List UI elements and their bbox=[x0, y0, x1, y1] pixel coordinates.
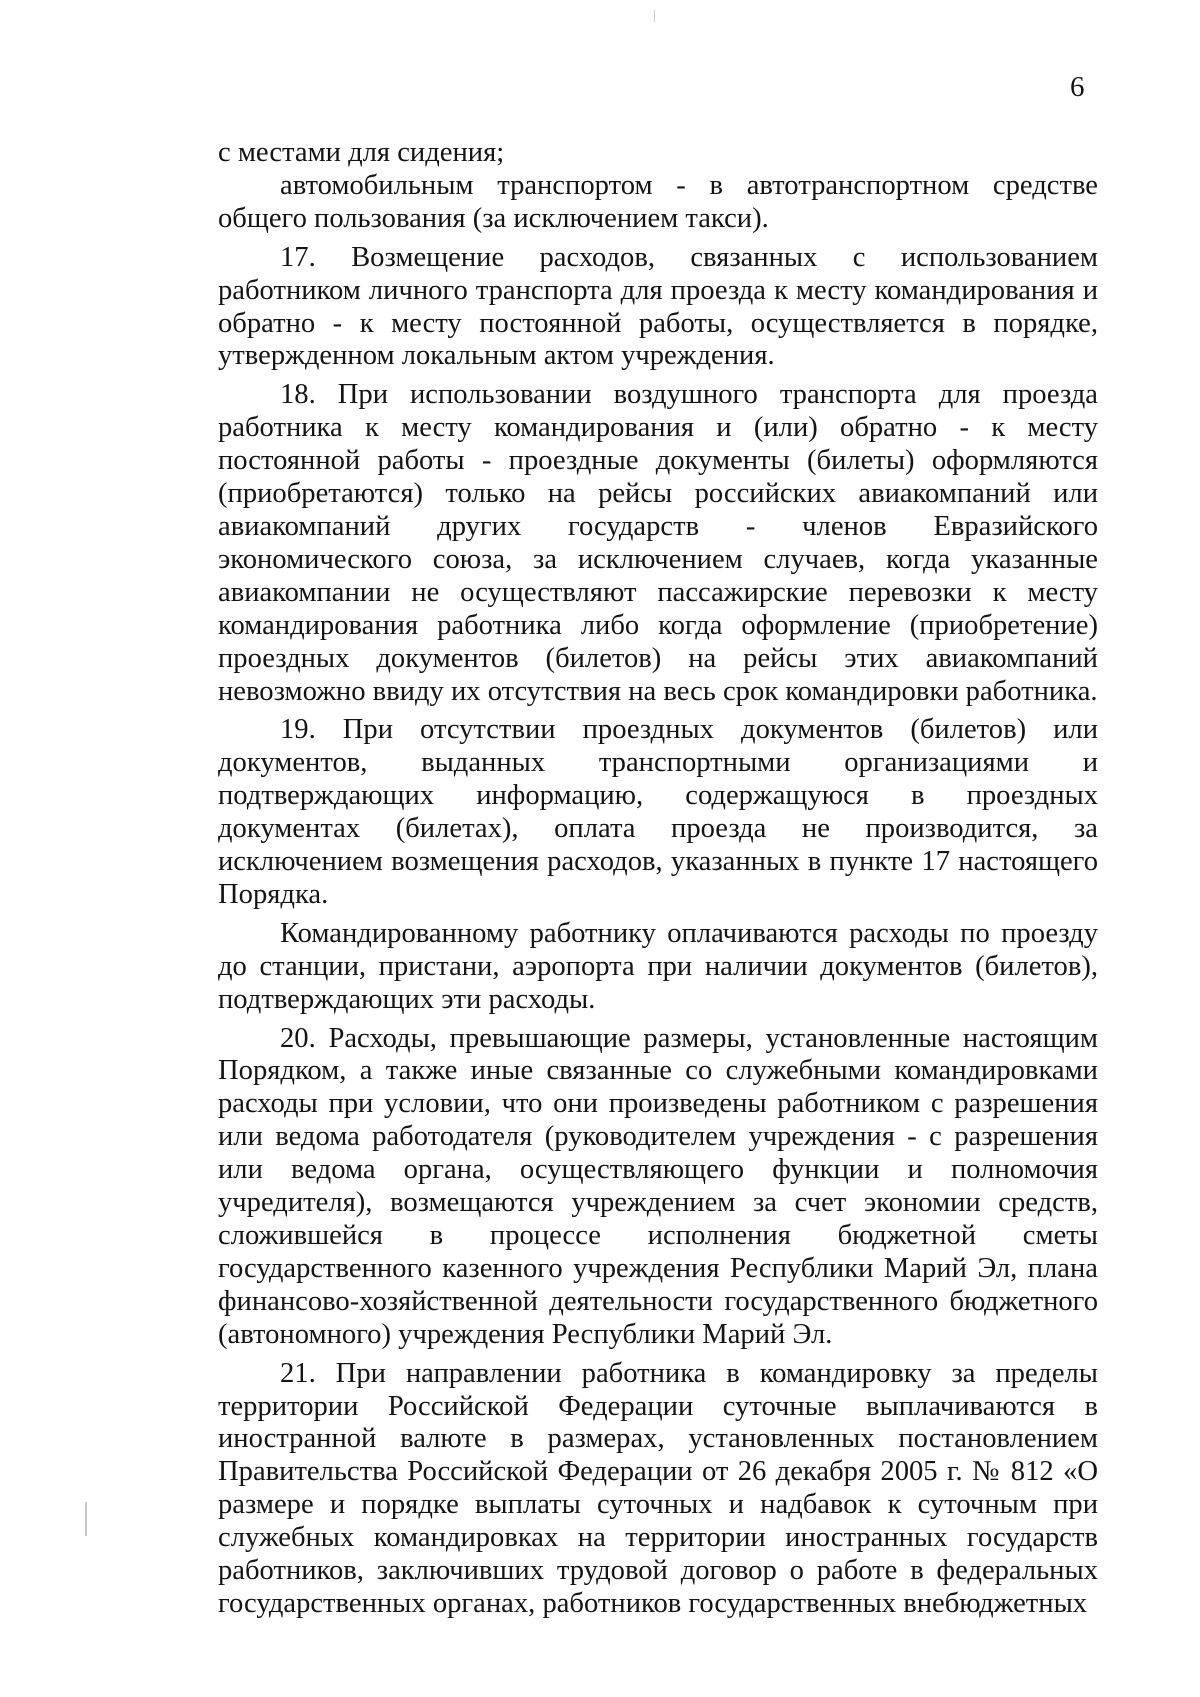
paragraph-seating-continuation: с местами для сидения; bbox=[218, 137, 505, 168]
paragraph-item-19: 19. При отсутствии проездных документов (билетов) или документов, выданных транспортными организациями и подтверждающих информацию, содержащуюся в проездных документах (билетах), оплата проезда не производится, за исключением возмещения расходов, указанных в пункте 17 настоящего Порядка. bbox=[218, 714, 1098, 910]
scan-mark bbox=[654, 10, 655, 22]
paragraph-item-20: 20. Расходы, превышающие размеры, установленные настоящим Порядком, а также иные связанные со служебными командировками расходы при условии, что они произведены работником с разрешения или ведома работодателя (руководителем учреждения - с разрешения или ведома органа, осуществляющего функции и полномочия учредителя), возмещаются учреждением за счет экономии средств, сложившейся в процессе исполнения бюджетной сметы государственного казенного учреждения Республики Марий Эл, плана финансово-хозяйственной деятельности государственного бюджетного (автономного) учреждения Республики Марий Эл. bbox=[218, 1022, 1098, 1350]
paragraph-item-21: 21. При направлении работника в командировку за пределы территории Российской Федерации суточные выплачиваются в иностранной валюте в размерах, установленных постановлением Правительства Российской Федерации от 26 декабря 2005 г. № 812 «О размере и порядке выплаты суточных и надбавок к суточным при служебных командировках на территории иностранных государств работников, заключивших трудовой договор о работе в федеральных государственных органах, работников государственных внебюджетных bbox=[218, 1357, 1098, 1619]
paragraph-item-18: 18. При использовании воздушного транспорта для проезда работника к месту командирования и (или) обратно - к месту постоянной работы - проездные документы (билеты) оформляются (приобретаются) только на рейсы российских авиакомпаний или авиакомпаний других государств - членов Евразийского экономического союза, за исключением случаев, когда указанные авиакомпании не осуществляют пассажирские перевозки к месту командирования работника либо когда оформление (приобретение) проездных документов (билетов) на рейсы этих авиакомпаний невозможно ввиду их отсутствия на весь срок командировки работника. bbox=[218, 379, 1098, 707]
margin-mark bbox=[85, 1502, 87, 1536]
document-body bbox=[218, 137, 1098, 1621]
page-number: 6 bbox=[1070, 71, 1085, 103]
paragraph-travel-to-station: Командированному работнику оплачиваются расходы по проезду до станции, пристани, аэропорта при наличии документов (билетов), подтверждающих эти расходы. bbox=[218, 917, 1098, 1015]
paragraph-item-17: 17. Возмещение расходов, связанных с использованием работником личного транспорта для проезда к месту командирования и обратно - к месту постоянной работы, осуществляется в порядке, утвержденном локальным актом учреждения. bbox=[218, 241, 1098, 372]
paragraph-road-transport: автомобильным транспортом - в автотранспортном средстве общего пользования (за исключением такси). bbox=[218, 169, 1098, 234]
